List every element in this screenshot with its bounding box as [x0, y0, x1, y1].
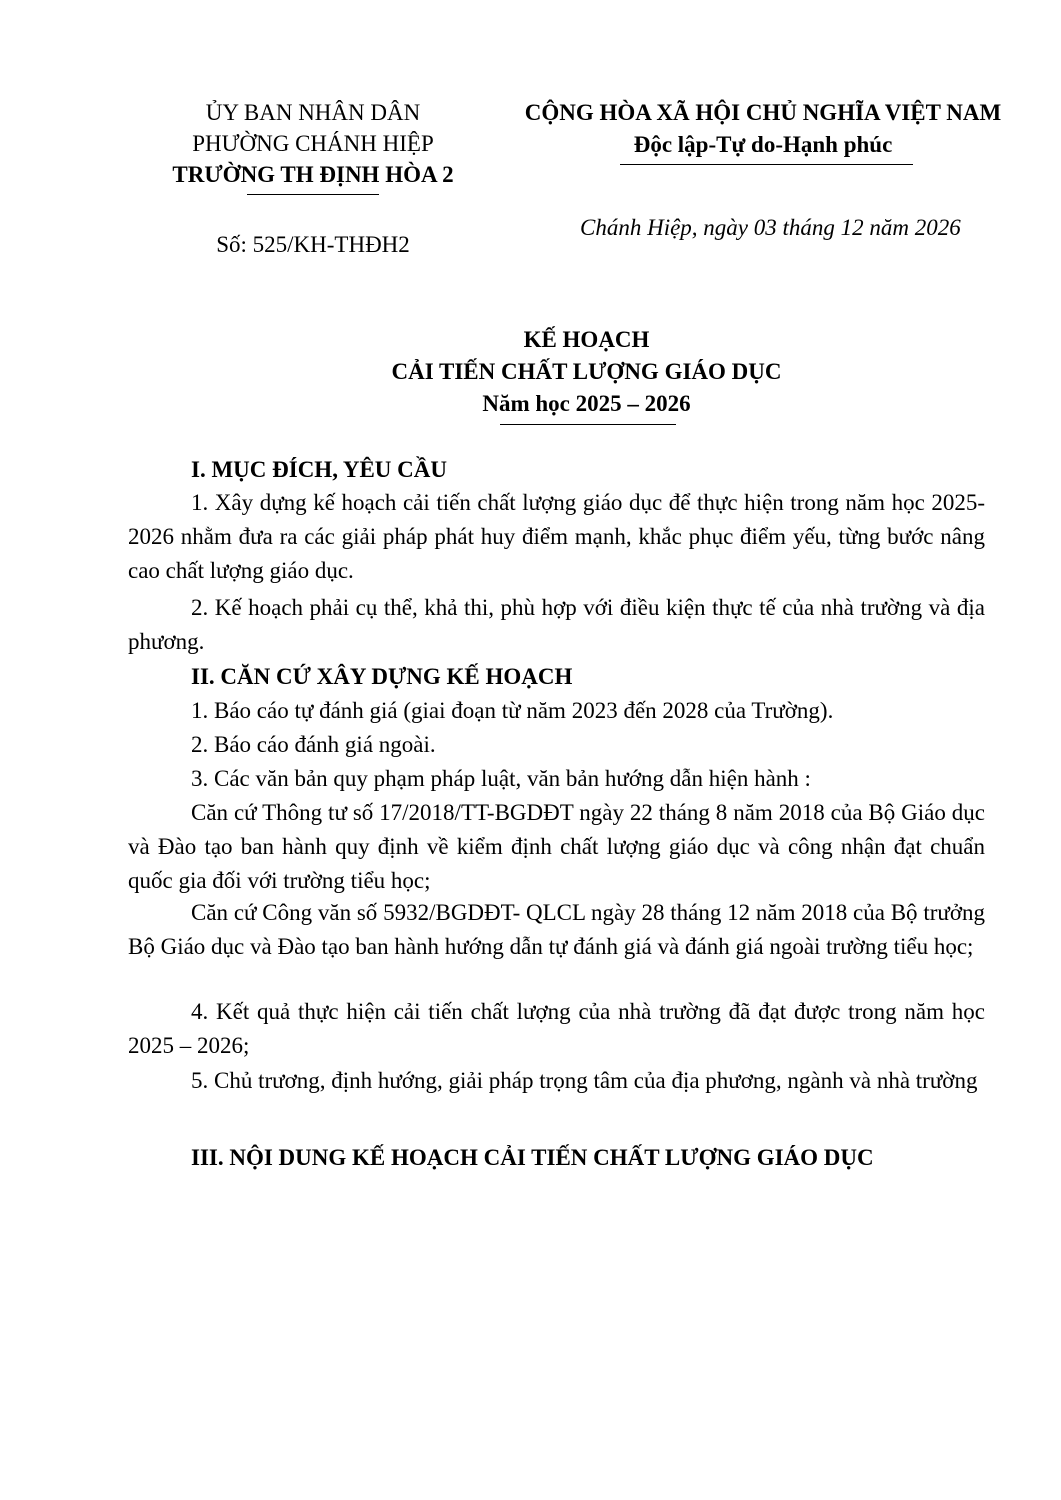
section2-item3: 3. Các văn bản quy phạm pháp luật, văn bản hướng dẫn hiện hành : [191, 766, 811, 791]
org-name-line2: PHƯỜNG CHÁNH HIỆP [192, 131, 434, 156]
document-number: Số: 525/KH-THĐH2 [216, 232, 410, 257]
section1-heading: I. MỤC ĐÍCH, YÊU CẦU [191, 457, 447, 482]
national-motto: Độc lập-Tự do-Hạnh phúc [633, 132, 893, 157]
section2-heading: II. CĂN CỨ XÂY DỰNG KẾ HOẠCH [191, 664, 573, 689]
document-type-title: KẾ HOẠCH [523, 327, 650, 352]
section1-paragraph2: 2. Kế hoạch phải cụ thể, khả thi, phù hợp với điều kiện thực tế của nhà trường và địa phương. [128, 595, 985, 654]
section2-item4: 4. Kết quả thực hiện cải tiến chất lượng của nhà trường đã đạt được trong năm học 2025 – 2026; [128, 999, 985, 1058]
school-underline [247, 194, 379, 195]
org-name-line1: ỦY BAN NHÂN DÂN [205, 100, 421, 125]
motto-underline [620, 164, 913, 165]
document-subject-title: CẢI TIẾN CHẤT LƯỢNG GIÁO DỤC [391, 359, 782, 384]
place-date: Chánh Hiệp, ngày 03 tháng 12 năm 2026 [580, 215, 961, 240]
title-underline [500, 424, 676, 425]
section2-item1: 1. Báo cáo tự đánh giá (giai đoạn từ năm 2023 đến 2028 của Trường). [191, 698, 834, 723]
section1-paragraph1: 1. Xây dựng kế hoạch cải tiến chất lượng giáo dục để thực hiện trong năm học 2025-2026 nhằm đưa ra các giải pháp phát huy điểm mạnh, khắc phục điểm yếu, từng bước nâng cao chất lượng giáo dục. [128, 490, 985, 583]
nation-name: CỘNG HÒA XÃ HỘI CHỦ NGHĨA VIỆT NAM [524, 100, 1002, 125]
school-year-title: Năm học 2025 – 2026 [482, 391, 691, 416]
section2-official-letter-paragraph: Căn cứ Công văn số 5932/BGDĐT- QLCL ngày 28 tháng 12 năm 2018 của Bộ trưởng Bộ Giáo dục và Đào tạo ban hành hướng dẫn tự đánh giá và đánh giá ngoài trường tiểu học; [128, 900, 985, 959]
section2-item5: 5. Chủ trương, định hướng, giải pháp trọng tâm của địa phương, ngành và nhà trường [191, 1068, 978, 1093]
section2-circular-paragraph: Căn cứ Thông tư số 17/2018/TT-BGDĐT ngày 22 tháng 8 năm 2018 của Bộ Giáo dục và Đào tạo ban hành quy định về kiểm định chất lượng giáo dục và công nhận đạt chuẩn quốc gia đối với trường tiểu học; [128, 800, 985, 893]
school-name: TRƯỜNG TH ĐỊNH HÒA 2 [172, 162, 454, 187]
section3-heading: III. NỘI DUNG KẾ HOẠCH CẢI TIẾN CHẤT LƯỢNG GIÁO DỤC [191, 1145, 874, 1170]
section2-item2: 2. Báo cáo đánh giá ngoài. [191, 732, 436, 757]
